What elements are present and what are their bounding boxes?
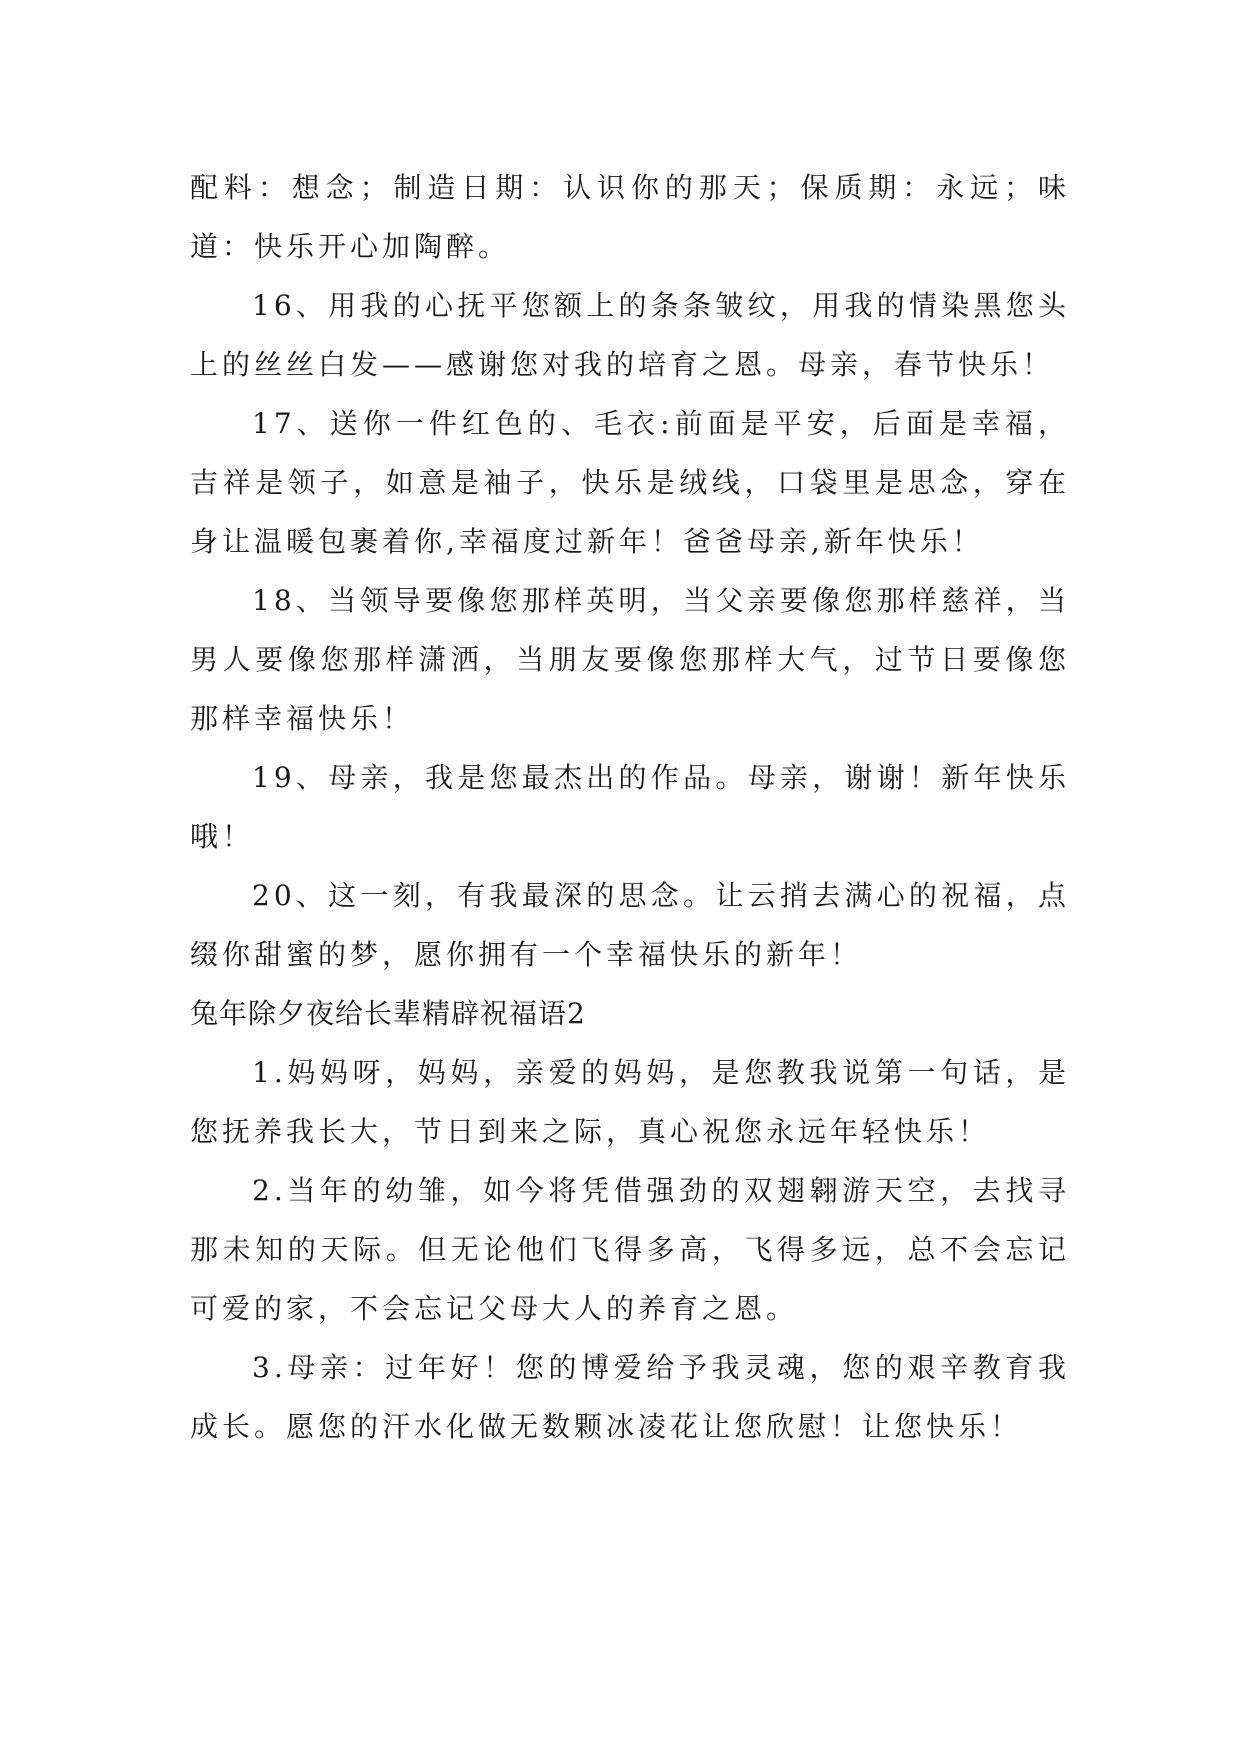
paragraph-item-16: 16、用我的心抚平您额上的条条皱纹，用我的情染黑您头上的丝丝白发——感谢您对我的培育之恩。母亲，春节快乐！ <box>190 289 1070 381</box>
paragraph-item-19: 19、母亲，我是您最杰出的作品。母亲，谢谢！新年快乐哦！ <box>190 761 1070 853</box>
paragraph-item-1: 1.妈妈呀，妈妈，亲爱的妈妈，是您教我说第一句话，是您抚养我长大，节日到来之际，真心祝您永远年轻快乐！ <box>190 1056 1070 1148</box>
paragraph-item-2: 2.当年的幼雏，如今将凭借强劲的双翅翱游天空，去找寻那未知的天际。但无论他们飞得多高，飞得多远，总不会忘记可爱的家，不会忘记父母大人的养育之恩。 <box>190 1174 1070 1325</box>
paragraph-item-18: 18、当领导要像您那样英明，当父亲要像您那样慈祥，当男人要像您那样潇洒，当朋友要像您那样大气，过节日要像您那样幸福快乐！ <box>190 584 1070 735</box>
paragraph-continuation: 配料：想念；制造日期：认识你的那天；保质期：永远；味道：快乐开心加陶醉。 <box>190 171 1070 263</box>
paragraph-item-3: 3.母亲：过年好！您的博爱给予我灵魂，您的艰辛教育我成长。愿您的汗水化做无数颗冰凌花让您欣慰！让您快乐！ <box>190 1351 1070 1443</box>
section-heading: 兔年除夕夜给长辈精辟祝福语2 <box>190 997 586 1030</box>
paragraph-item-17: 17、送你一件红色的、毛衣:前面是平安，后面是幸福，吉祥是领子，如意是袖子，快乐是绒线，口袋里是思念，穿在身让温暖包裹着你,幸福度过新年！爸爸母亲,新年快乐！ <box>190 407 1070 558</box>
paragraph-item-20: 20、这一刻，有我最深的思念。让云捎去满心的祝福，点缀你甜蜜的梦，愿你拥有一个幸福快乐的新年！ <box>190 879 1070 971</box>
document-body <box>190 158 1070 1456</box>
